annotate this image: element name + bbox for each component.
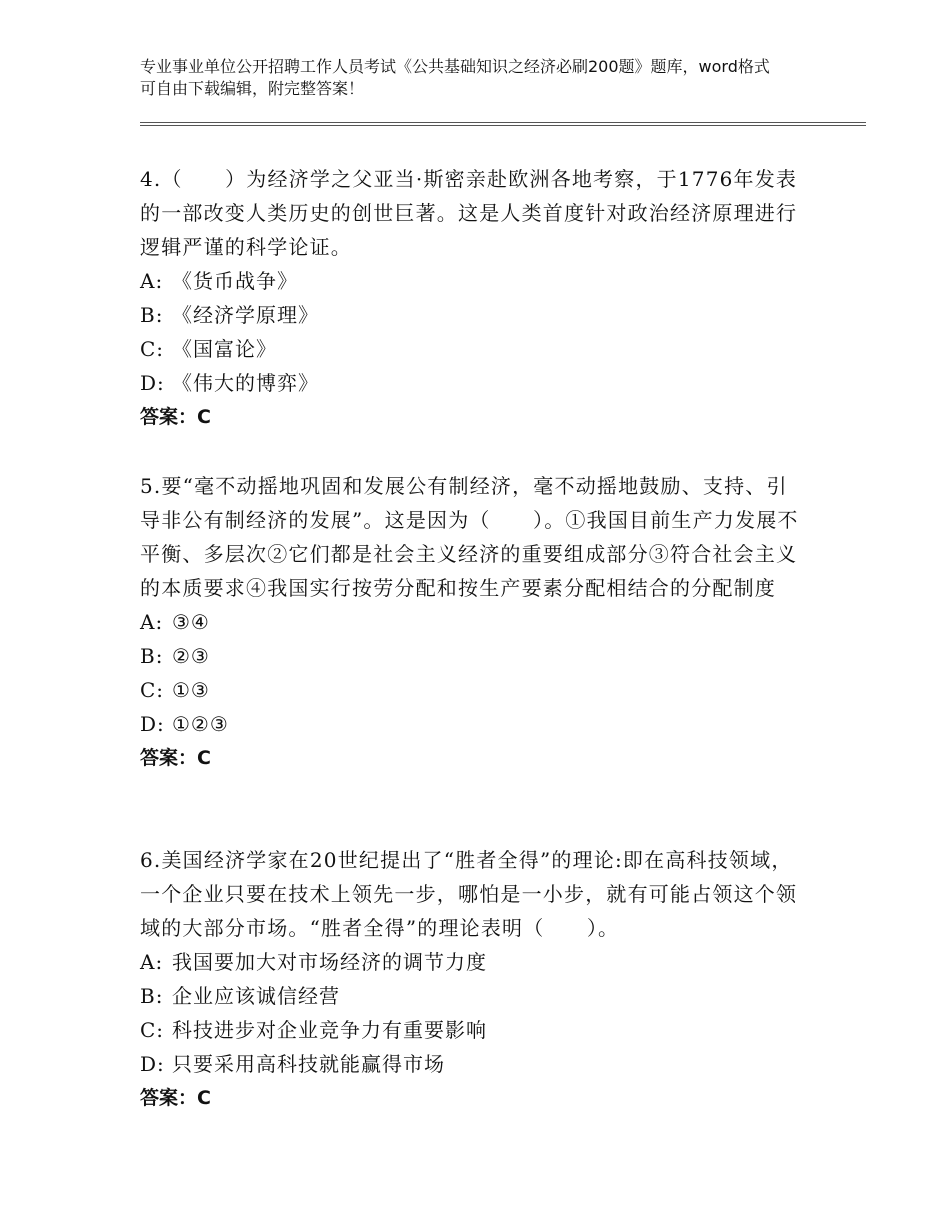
- question-block: [140, 162, 800, 434]
- answer-label: 答案：C: [140, 406, 211, 428]
- option-letter: B:: [140, 303, 164, 327]
- option-text: 《国富论》: [172, 337, 277, 361]
- answer-label: 答案：C: [140, 747, 211, 769]
- option-letter: C:: [140, 678, 165, 702]
- option-letter: A:: [140, 610, 164, 634]
- option-text: 《伟大的博弈》: [172, 371, 319, 395]
- header-title: 专业事业单位公开招聘工作人员考试《公共基础知识之经济必刷200题》题库，word格式可自由下载编辑，附完整答案！: [140, 57, 770, 98]
- option-c: [140, 332, 800, 366]
- option-text: 《货币战争》: [172, 269, 298, 293]
- option-text: 企业应该诚信经营: [172, 984, 340, 1008]
- option-text: 科技进步对企业竞争力有重要影响: [172, 1018, 487, 1042]
- option-b: [140, 298, 800, 332]
- option-letter: C:: [140, 337, 165, 361]
- option-text: ①③: [172, 678, 210, 702]
- option-letter: D:: [140, 371, 165, 395]
- option-d: [140, 1047, 800, 1081]
- option-d: [140, 366, 800, 400]
- option-text: 只要采用高科技就能赢得市场: [172, 1052, 445, 1076]
- option-d: [140, 707, 800, 741]
- option-text: ③④: [172, 610, 210, 634]
- option-text: 《经济学原理》: [172, 303, 319, 327]
- option-letter: C:: [140, 1018, 165, 1042]
- option-text: ①②③: [172, 712, 229, 736]
- option-b: [140, 639, 800, 673]
- option-a: [140, 605, 800, 639]
- option-b: [140, 979, 800, 1013]
- option-a: [140, 945, 800, 979]
- question-stem: 4.（ ）为经济学之父亚当·斯密亲赴欧洲各地考察，于1776年发表的一部改变人类历史的创世巨著。这是人类首度针对政治经济原理进行逻辑严谨的科学论证。: [140, 167, 798, 259]
- document-header: [140, 56, 780, 100]
- option-letter: B:: [140, 644, 164, 668]
- option-letter: D:: [140, 712, 165, 736]
- header-divider: [140, 122, 866, 126]
- option-text: 我国要加大对市场经济的调节力度: [172, 950, 487, 974]
- question-block: [140, 843, 800, 1115]
- option-letter: D:: [140, 1052, 165, 1076]
- option-letter: A:: [140, 269, 164, 293]
- option-a: [140, 264, 800, 298]
- option-text: ②③: [172, 644, 210, 668]
- option-letter: A:: [140, 950, 164, 974]
- question-stem: 6.美国经济学家在20世纪提出了“胜者全得”的理论:即在高科技领域，一个企业只要在技术上领先一步，哪怕是一小步，就有可能占领这个领域的大部分市场。“胜者全得”的理论表明（ ）。: [140, 848, 798, 940]
- option-c: [140, 1013, 800, 1047]
- option-c: [140, 673, 800, 707]
- option-letter: B:: [140, 984, 164, 1008]
- question-stem: 5.要“毫不动摇地巩固和发展公有制经济，毫不动摇地鼓励、支持、引导非公有制经济的发展”。这是因为（ ）。①我国目前生产力发展不平衡、多层次②它们都是社会主义经济的重要组成部分③符合社会主义的本质要求④我国实行按劳分配和按生产要素分配相结合的分配制度: [140, 474, 799, 600]
- answer-label: 答案：C: [140, 1087, 211, 1109]
- question-block: [140, 469, 800, 775]
